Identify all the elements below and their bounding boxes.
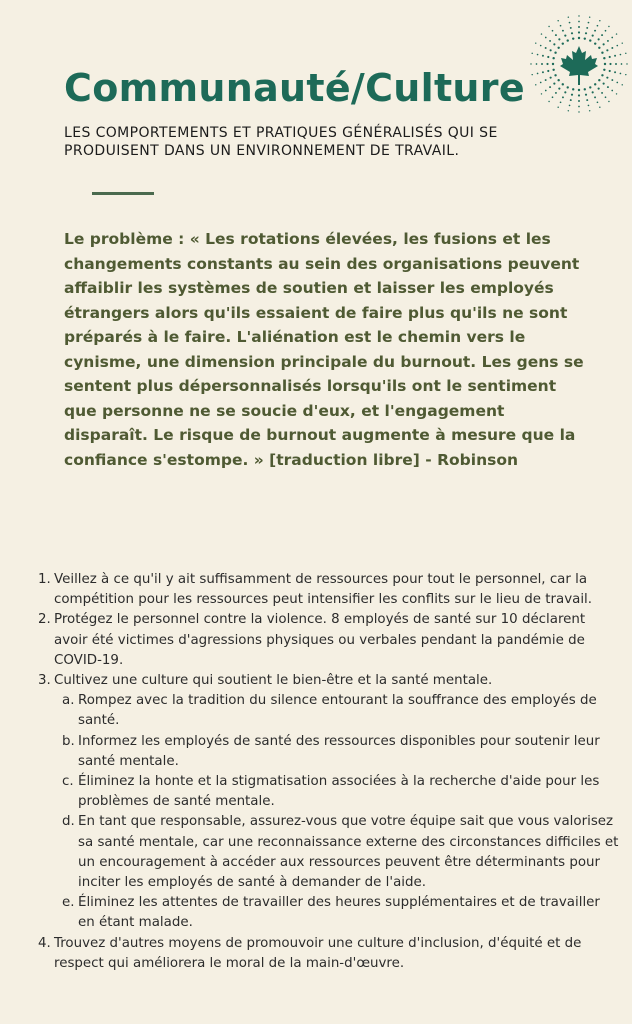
list-item bbox=[20, 610, 620, 671]
logo-ray-dot bbox=[603, 43, 605, 45]
sub-list-item-text: Éliminez la honte et la stigmatisation associées à la recherche d'aide pour les problèmes de santé mentale. bbox=[78, 774, 600, 810]
logo-ray-dot bbox=[541, 93, 542, 94]
logo-ray-dot bbox=[557, 47, 559, 49]
logo-ray-dot bbox=[592, 35, 594, 37]
logo-ray-dot bbox=[603, 57, 605, 59]
logo-ray-dot bbox=[530, 63, 531, 64]
sub-list-item-text: Rompez avec la tradition du silence entourant la souffrance des employés de santé. bbox=[78, 693, 597, 729]
logo-ray-dot bbox=[625, 53, 626, 54]
list-item-number: 2. bbox=[38, 612, 51, 628]
logo-ray-dot bbox=[611, 90, 613, 92]
logo-ray-dot bbox=[557, 20, 558, 21]
list-item-text: Protégez le personnel contre la violence. 8 employés de santé sur 10 déclarent avoir été victimes d'agressions physiques ou verbales pendant la pandémie de COVID-19. bbox=[54, 612, 586, 668]
logo-ray-dot bbox=[605, 96, 607, 98]
logo-ray-dot bbox=[558, 38, 560, 40]
logo-ray-dot bbox=[594, 42, 596, 44]
logo-ray-dot bbox=[570, 27, 572, 29]
logo-ray-dot bbox=[609, 70, 611, 72]
sub-list-item-text: Éliminez les attentes de travailler des heures supplémentaires et de travailler en étant malade. bbox=[78, 895, 600, 931]
sub-list-item-letter: b. bbox=[62, 733, 75, 749]
logo-ray-dot bbox=[578, 89, 580, 91]
logo-ray-dot bbox=[606, 77, 608, 79]
logo-ray-dot bbox=[557, 107, 558, 108]
logo-ray-dot bbox=[571, 94, 573, 96]
logo-ray-dot bbox=[589, 110, 590, 111]
logo-ray-dot bbox=[568, 110, 569, 111]
logo-ray-dot bbox=[616, 93, 617, 94]
logo-ray-dot bbox=[567, 86, 569, 88]
logo-ray-dot bbox=[535, 42, 536, 43]
logo-ray-dot bbox=[547, 70, 549, 72]
logo-ray-dot bbox=[604, 63, 606, 65]
logo-ray-dot bbox=[549, 40, 551, 42]
sub-list-item bbox=[54, 893, 620, 933]
logo-ray-dot bbox=[609, 56, 611, 58]
logo-ray-dot bbox=[542, 55, 544, 57]
logo-ray-dot bbox=[599, 107, 600, 108]
list-item bbox=[20, 671, 620, 934]
logo-ray-dot bbox=[545, 79, 547, 81]
logo-ray-dot bbox=[607, 40, 609, 42]
logo-ray-dot bbox=[548, 26, 549, 27]
logo-ray-dot bbox=[552, 96, 554, 98]
logo-ray-dot bbox=[564, 91, 566, 93]
logo-ray-dot bbox=[541, 63, 543, 65]
logo-ray-dot bbox=[598, 47, 600, 49]
logo-ray-dot bbox=[554, 52, 556, 54]
logo-ray-dot bbox=[588, 105, 590, 107]
logo-ray-dot bbox=[531, 74, 532, 75]
logo-ray-dot bbox=[549, 86, 551, 88]
logo-ray-dot bbox=[597, 101, 599, 103]
logo-ray-dot bbox=[562, 83, 564, 85]
recommendation-list bbox=[20, 570, 620, 974]
logo-ray-dot bbox=[585, 94, 587, 96]
logo-ray-dot bbox=[558, 88, 560, 90]
logo-ray-dot bbox=[592, 91, 594, 93]
divider bbox=[92, 192, 154, 195]
logo-ray-dot bbox=[616, 45, 618, 47]
logo-ray-dot bbox=[607, 86, 609, 88]
logo-ray-dot bbox=[560, 25, 562, 27]
logo-ray-dot bbox=[578, 100, 580, 102]
logo-ray-dot bbox=[578, 21, 580, 23]
sub-list-item-text: En tant que responsable, assurez-vous que votre équipe sait que vous valorisez sa santé mentale, car une reconnaissance externe des circonstances difficiles et un encouragement à accéder aux ressources peuvent être déterminants pour inciter les employés de santé à demander de l'aide. bbox=[78, 814, 619, 891]
logo-ray-dot bbox=[562, 30, 564, 32]
list-item-text: Veillez à ce qu'il y ait suffisamment de ressources pour tout le personnel, car la compétition pour les ressources peut intensifier les conflits sur le lieu de travail. bbox=[54, 572, 593, 608]
logo-ray-dot bbox=[603, 69, 605, 71]
list-item bbox=[20, 934, 620, 974]
logo-ray-dot bbox=[614, 71, 616, 73]
logo-ray-dot bbox=[552, 30, 554, 32]
maple-leaf-icon bbox=[525, 10, 632, 118]
logo-ray-dot bbox=[552, 57, 554, 59]
logo-ray-dot bbox=[569, 105, 571, 107]
logo-ray-dot bbox=[557, 79, 559, 81]
logo-ray-dot bbox=[554, 74, 556, 76]
logo-ray-dot bbox=[578, 26, 580, 28]
list-item-number: 4. bbox=[38, 935, 51, 951]
logo-ray-dot bbox=[567, 39, 569, 41]
logo-ray-dot bbox=[622, 42, 623, 43]
logo-ray-dot bbox=[540, 45, 542, 47]
logo-ray-dot bbox=[598, 88, 600, 90]
sub-list-item-letter: e. bbox=[62, 895, 75, 911]
logo-ray-dot bbox=[553, 43, 555, 45]
page-title: Communauté/Culture bbox=[64, 66, 525, 110]
logo-ray-dot bbox=[541, 33, 542, 34]
logo-ray-dot bbox=[611, 37, 613, 39]
logo-ray-dot bbox=[616, 33, 617, 34]
list-item-text: Trouvez d'autres moyens de promouvoir une culture d'inclusion, d'équité et de respect qui améliorera le moral de la main-d'œuvre. bbox=[54, 935, 582, 971]
logo-ray-dot bbox=[614, 55, 616, 57]
logo-ray-dot bbox=[620, 73, 622, 75]
logo-ray-dot bbox=[548, 101, 549, 102]
sub-list-item bbox=[54, 812, 620, 893]
logo-ray-dot bbox=[570, 99, 572, 101]
logo-ray-dot bbox=[601, 74, 603, 76]
sub-list-item bbox=[54, 732, 620, 772]
sub-list-item-letter: a. bbox=[62, 693, 75, 709]
logo-ray-dot bbox=[597, 25, 599, 27]
logo-ray-dot bbox=[572, 88, 574, 90]
logo-ray-dot bbox=[625, 74, 626, 75]
logo-ray-dot bbox=[601, 92, 603, 94]
logo-ray-dot bbox=[598, 79, 600, 81]
logo-ray-dot bbox=[571, 32, 573, 34]
logo-ray-dot bbox=[540, 82, 542, 84]
logo-ray-dot bbox=[536, 63, 538, 65]
logo-ray-dot bbox=[622, 84, 623, 85]
logo-ray-dot bbox=[605, 30, 607, 32]
logo-ray-dot bbox=[568, 16, 569, 17]
list-item bbox=[20, 570, 620, 610]
logo-ray-dot bbox=[601, 52, 603, 54]
logo-ray-dot bbox=[615, 63, 617, 65]
logo-ray-dot bbox=[552, 69, 554, 71]
logo-ray-dot bbox=[531, 53, 532, 54]
list-item-text: Cultivez une culture qui soutient le bien-être et la santé mentale. bbox=[54, 673, 493, 689]
logo-ray-dot bbox=[572, 37, 574, 39]
logo-ray-dot bbox=[589, 16, 590, 17]
logo-ray-dot bbox=[553, 83, 555, 85]
logo-ray-dot bbox=[578, 106, 580, 108]
logo-ray-dot bbox=[542, 71, 544, 73]
logo-ray-dot bbox=[616, 82, 618, 84]
logo-ray-dot bbox=[606, 49, 608, 51]
logo-ray-dot bbox=[564, 35, 566, 37]
logo-ray-dot bbox=[611, 47, 613, 49]
sub-list-item-letter: c. bbox=[62, 774, 74, 790]
logo-ray-dot bbox=[594, 96, 596, 98]
list-item-number: 3. bbox=[38, 673, 51, 689]
logo-ray-dot bbox=[586, 27, 588, 29]
logo-ray-dot bbox=[578, 111, 579, 112]
sub-list-item bbox=[54, 691, 620, 731]
logo-ray-dot bbox=[608, 101, 609, 102]
logo-ray-dot bbox=[545, 37, 547, 39]
logo-ray-dot bbox=[546, 63, 548, 65]
list-item-number: 1. bbox=[38, 572, 51, 587]
sub-list-item bbox=[54, 772, 620, 812]
logo-ray-dot bbox=[621, 63, 623, 65]
logo-ray-dot bbox=[545, 47, 547, 49]
logo-ray-dot bbox=[598, 38, 600, 40]
logo-ray-dot bbox=[545, 90, 547, 92]
logo-ray-dot bbox=[560, 101, 562, 103]
logo-ray-dot bbox=[562, 96, 564, 98]
logo-ray-dot bbox=[537, 73, 539, 75]
logo-ray-dot bbox=[550, 77, 552, 79]
logo-ray-dot bbox=[589, 86, 591, 88]
logo-ray-dot bbox=[552, 63, 554, 65]
logo-ray-dot bbox=[608, 26, 609, 27]
subtitle: LES COMPORTEMENTS ET PRATIQUES GÉNÉRALISÉS QUI SE PRODUISENT DANS UN ENVIRONNEMENT DE TRAVAIL. bbox=[64, 125, 498, 159]
logo-ray-dot bbox=[547, 56, 549, 58]
logo-ray-dot bbox=[537, 54, 539, 56]
logo-ray-dot bbox=[550, 49, 552, 51]
logo-ray-dot bbox=[578, 37, 580, 39]
logo-ray-dot bbox=[594, 30, 596, 32]
logo-ray-dot bbox=[555, 92, 557, 94]
logo-ray-dot bbox=[594, 83, 596, 85]
sub-list bbox=[54, 691, 620, 933]
sub-list-item-letter: d. bbox=[62, 814, 75, 830]
logo-ray-dot bbox=[578, 15, 579, 16]
logo-ray-dot bbox=[586, 99, 588, 101]
logo-ray-dot bbox=[585, 32, 587, 34]
logo-ray-dot bbox=[555, 34, 557, 36]
logo-ray-dot bbox=[584, 37, 586, 39]
logo-ray-dot bbox=[535, 84, 536, 85]
logo-ray-dot bbox=[603, 83, 605, 85]
logo-ray-dot bbox=[599, 20, 600, 21]
logo-ray-dot bbox=[588, 22, 590, 24]
logo-ray-dot bbox=[620, 54, 622, 56]
logo-ray-dot bbox=[601, 34, 603, 36]
logo-ray-dot bbox=[609, 63, 611, 65]
problem-quote: Le problème : « Les rotations élevées, les fusions et les changements constants au sein des organisations peuvent affaiblir les systèmes de soutien et laisser les employés étrangers alors qu'ils essaient de faire plus qu'ils ne sont préparés à le faire. L'aliénation est le chemin vers le cynisme, une dimension principale du burnout. Les gens se sentent plus dépersonnalisés lorsqu'ils ont le sentiment que personne ne se soucie d'eux, et l'engagement disparaît. Le risque de burnout augmente à mesure que la confiance s'estompe. » [traduction libre] - Robinson bbox=[64, 230, 584, 469]
logo-ray-dot bbox=[578, 31, 580, 33]
logo-ray-dot bbox=[584, 88, 586, 90]
sub-list-item-text: Informez les employés de santé des ressources disponibles pour soutenir leur santé mentale. bbox=[78, 733, 600, 769]
logo-ray-dot bbox=[589, 39, 591, 41]
logo-ray-dot bbox=[562, 42, 564, 44]
logo-ray-dot bbox=[578, 94, 580, 96]
logo-ray-dot bbox=[569, 22, 571, 24]
logo-ray-dot bbox=[611, 79, 613, 81]
logo-ray-dot bbox=[626, 63, 627, 64]
